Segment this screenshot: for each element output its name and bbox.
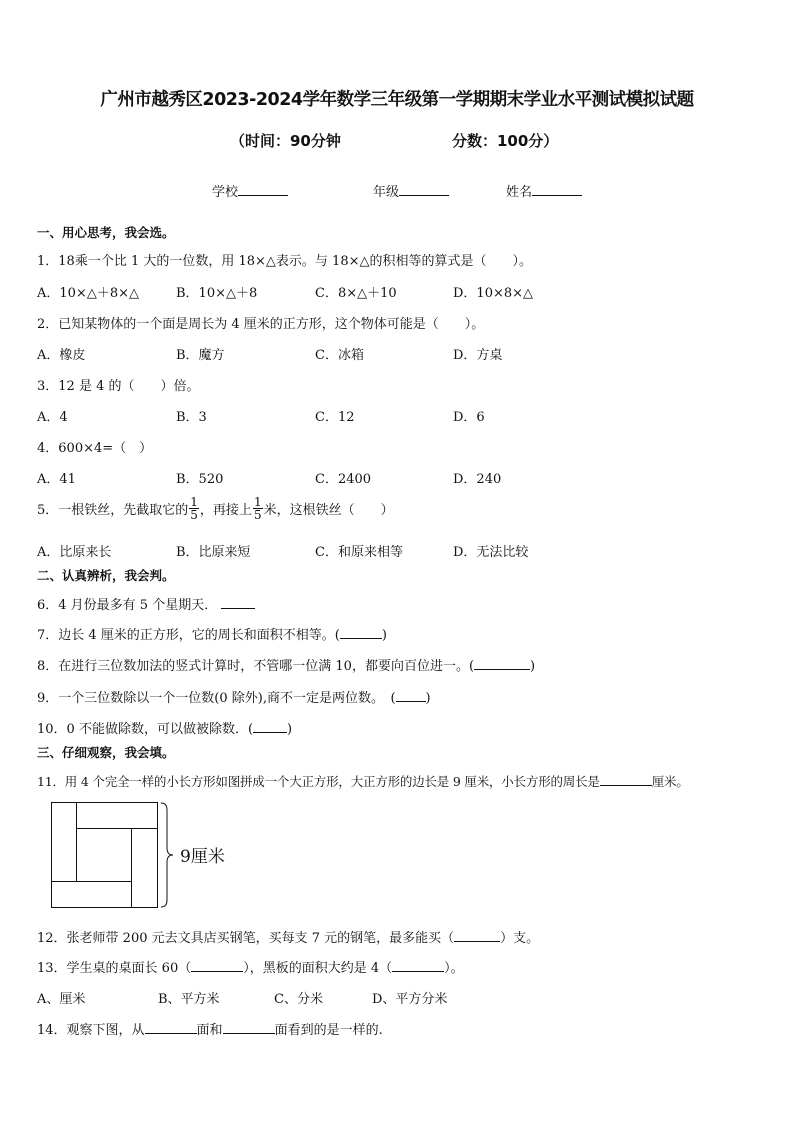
small-rect-left [51,802,77,882]
q1-option-d: D．10×8×△ [453,286,534,301]
squares-figure [51,802,201,908]
small-rect-right [131,828,158,908]
q1-option-b: B．10×△＋8 [176,286,258,301]
q3-option-c: C．12 [315,410,355,425]
question-1: 1．18乘一个比 1 大的一位数，用 18×△表示。与 18×△的积相等的算式是（ ）。 [37,254,532,269]
q13-option-d: D、平方分米 [372,992,448,1007]
q9-answer-blank[interactable] [396,687,426,702]
small-rect-top [76,802,158,829]
question-9: 9．一个三位数除以一个一位数(0 除外),商不一定是两位数。 ( ) [37,687,431,706]
figure-label: 9厘米 [180,847,225,867]
q6-answer-blank[interactable] [221,594,255,609]
q13-option-c: C、分米 [274,992,323,1007]
question-10: 10．0 不能做除数，可以做被除数．( ) [37,718,292,737]
question-7: 7．边长 4 厘米的正方形，它的周长和面积不相等。( ) [37,624,387,643]
page-title: 广州市越秀区2023-2024学年数学三年级第一学期期末学业水平测试模拟试题 [100,90,694,110]
section-heading-3: 三、仔细观察，我会填。 [37,745,175,760]
q1-option-a: A．10×△＋8×△ [37,286,139,301]
q14-answer-blank-1[interactable] [145,1019,197,1034]
question-4: 4．600×4=（ ） [37,441,153,456]
q3-option-a: A．4 [37,410,68,425]
grade-field: 年级 [373,181,449,200]
school-blank[interactable] [238,181,288,196]
q11-answer-blank[interactable] [600,771,652,786]
q2-option-c: C．冰箱 [315,348,364,363]
q3-option-d: D．6 [453,410,485,425]
q13-option-b: B、平方米 [158,992,220,1007]
question-11: 11．用 4 个完全一样的小长方形如图拼成一个大正方形，大正方形的边长是 9 厘米，小长方形的周长是 厘米。 [37,771,689,790]
q13-answer-blank-2[interactable] [392,957,444,972]
q1-option-c: C．8×△＋10 [315,286,397,301]
fraction-one-fifth-1: $\frac{1}{5}$ [190,495,198,522]
fraction-one-fifth-2: $\frac{1}{5}$ [253,495,262,522]
q8-answer-blank[interactable] [474,655,530,670]
question-14: 14．观察下图，从 面和 面看到的是一样的. [37,1019,383,1038]
q10-answer-blank[interactable] [253,718,287,733]
q2-option-a: A．橡皮 [37,348,86,363]
section-heading-2: 二、认真辨析，我会判。 [37,568,175,583]
q5-option-a: A．比原来长 [37,545,112,560]
question-12: 12．张老师带 200 元去文具店买钢笔，买每支 7 元的钢笔，最多能买（ ）支。 [37,927,539,946]
q5-option-b: B．比原来短 [176,545,251,560]
q13-option-a: A、厘米 [37,992,86,1007]
exam-score: 分数：100分） [452,132,559,150]
q5-option-c: C．和原来相等 [315,545,403,560]
question-3: 3．12 是 4 的（ ）倍。 [37,379,200,394]
q4-option-c: C．2400 [315,472,372,487]
name-blank[interactable] [532,181,582,196]
question-13: 13．学生桌的桌面长 60（ ），黑板的面积大约是 4（ ）。 [37,957,464,976]
q4-option-a: A．41 [37,472,76,487]
grade-blank[interactable] [399,181,449,196]
q2-option-d: D．方桌 [453,348,503,363]
question-2: 2．已知某物体的一个面是周长为 4 厘米的正方形，这个物体可能是（ ）。 [37,317,485,332]
q3-option-b: B．3 [176,410,207,425]
school-field: 学校 [212,181,288,200]
q2-option-b: B．魔方 [176,348,225,363]
exam-time: （时间：90分钟 [230,132,341,150]
question-5: 5．一根铁丝，先截取它的 $\frac{1}{5}$ ，再接上 $\frac{1}{5}$ 米，这根铁丝（ ） [37,495,394,522]
q4-option-b: B．520 [176,472,224,487]
q4-option-d: D．240 [453,472,502,487]
brace-icon [159,802,179,908]
name-field: 姓名 [506,181,582,200]
small-rect-bottom [51,881,132,908]
q5-option-d: D．无法比较 [453,545,529,560]
section-heading-1: 一、用心思考，我会选。 [37,225,175,240]
question-6: 6．4 月份最多有 5 个星期天． [37,594,255,613]
q13-answer-blank-1[interactable] [191,957,243,972]
q7-answer-blank[interactable] [340,624,382,639]
q14-answer-blank-2[interactable] [223,1019,275,1034]
q12-answer-blank[interactable] [454,927,500,942]
question-8: 8．在进行三位数加法的竖式计算时，不管哪一位满 10，都要向百位进一。( ) [37,655,535,674]
